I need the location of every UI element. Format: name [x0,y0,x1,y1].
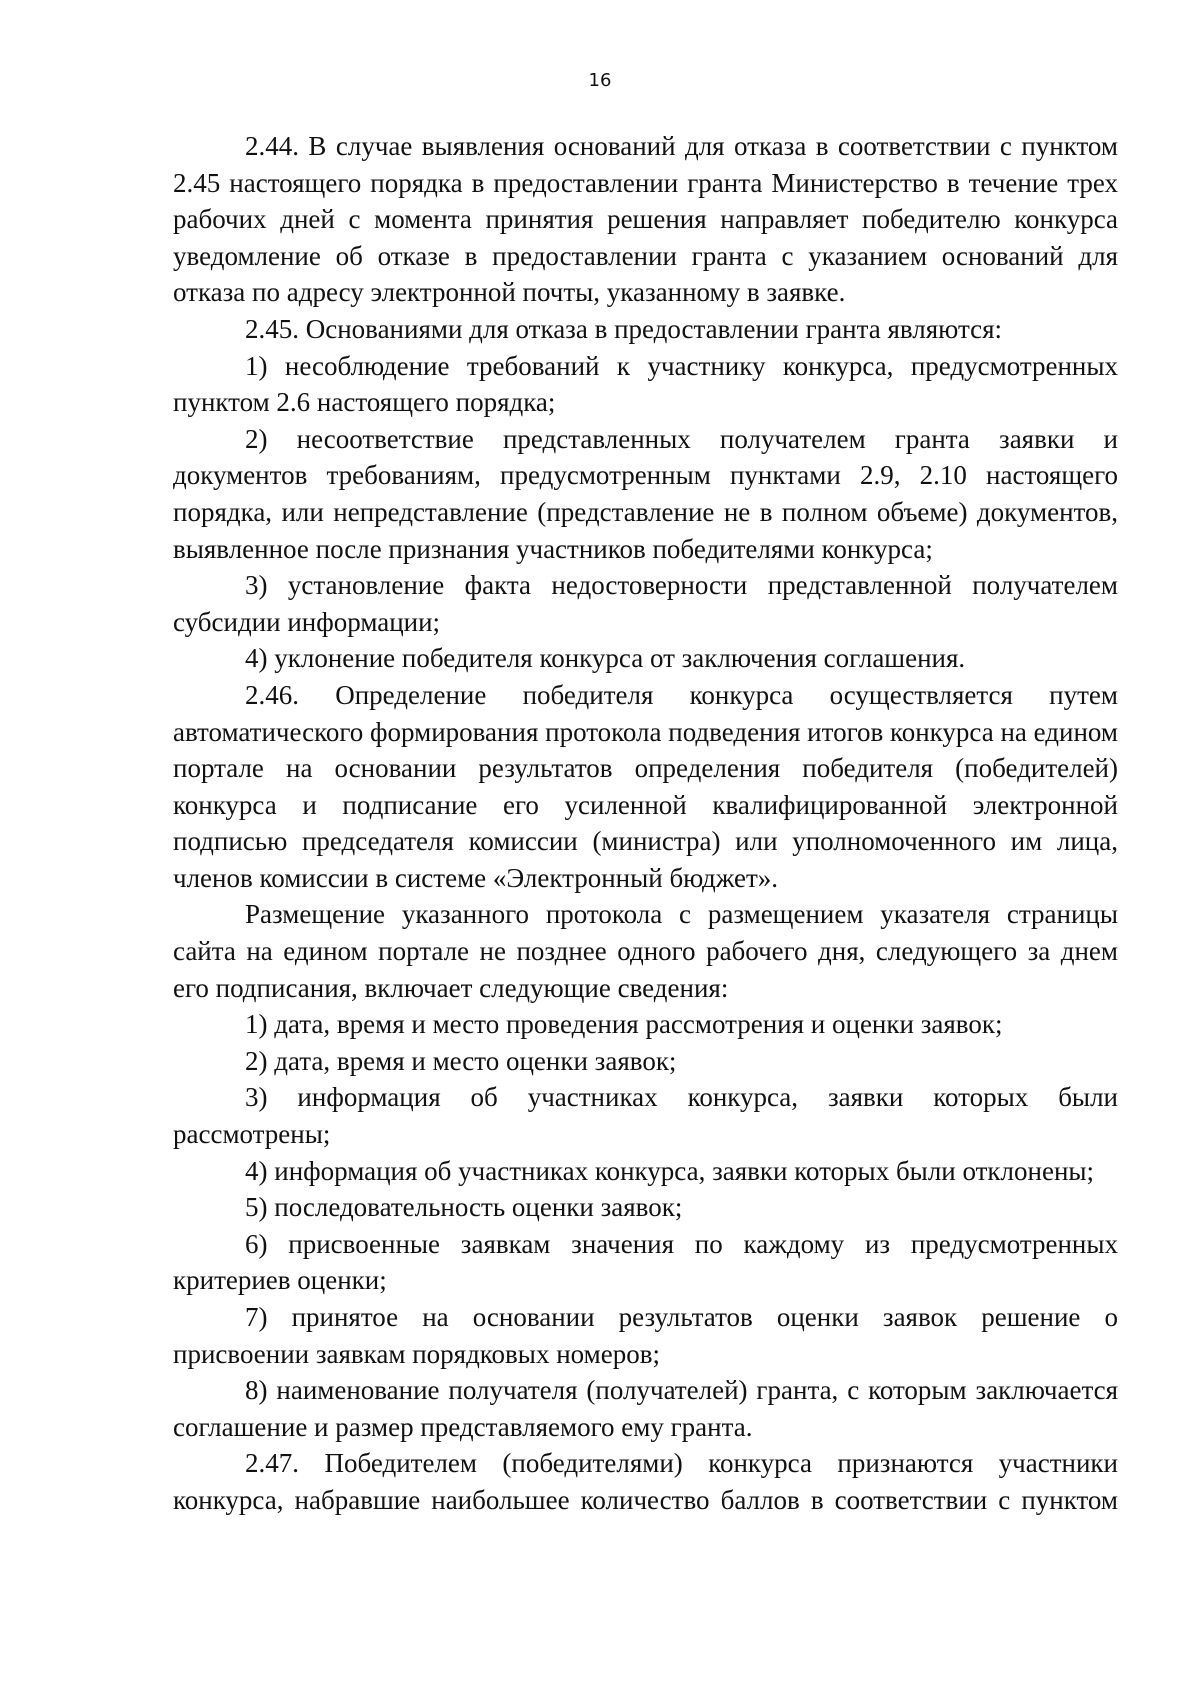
list-item-protocol-8: 8) наименование получателя (получателей) гранта, с которым заключается соглашение и размер представляемого ему гранта. [173,1375,1118,1442]
paragraph-2-47: 2.47. Победителем (победителями) конкурса признаются участники конкурса, набравшие наибольшее количество баллов в соответствии с пунктом [173,1448,1118,1515]
list-item-2-45-4: 4) уклонение победителя конкурса от заключения соглашения. [245,643,966,674]
list-item-protocol-7: 7) принятое на основании результатов оценки заявок решение о присвоении заявкам порядковых номеров; [173,1302,1118,1369]
paragraph-2-44: 2.44. В случае выявления оснований для отказа в соответствии с пунктом 2.45 настоящего порядка в предоставлении гранта Министерство в течение трех рабочих дней с момента принятия решения направляет победителю конкурса уведомление об отказе в предоставлении гранта с указанием оснований для отказа по адресу электронной почты, указанному в заявке. [173,131,1118,308]
list-item-protocol-1: 1) дата, время и место проведения рассмотрения и оценки заявок; [245,1009,1003,1040]
list-item-2-45-3: 3) установление факта недостоверности представленной получателем субсидии информации; [173,570,1118,637]
paragraph-2-45: 2.45. Основаниями для отказа в предоставлении гранта являются: [245,313,1003,344]
list-item-2-45-1: 1) несоблюдение требований к участнику конкурса, предусмотренных пунктом 2.6 настоящего порядка; [173,350,1118,418]
list-item-protocol-3: 3) информация об участниках конкурса, заявки которых были рассмотрены; [173,1082,1118,1150]
paragraph-2-46: 2.46. Определение победителя конкурса осуществляется путем автоматического формирования протокола подведения итогов конкурса на едином портале на основании результатов определения победителя (победителей) конкурса и подписание его усиленной квалифицированной электронной подписью председателя комиссии (министра) или уполномоченного им лица, членов комиссии в системе «Электронный бюджет». [173,679,1118,893]
list-item-protocol-6: 6) присвоенные заявкам значения по каждому из предусмотренных критериев оценки; [173,1228,1118,1296]
page-number: 16 [588,70,612,91]
document-body [173,128,1118,1519]
paragraph-protocol-placement: Размещение указанного протокола с размещением указателя страницы сайта на едином портале не позднее одного рабочего дня, следующего за днем его подписания, включает следующие сведения: [173,899,1118,1003]
list-item-2-45-2: 2) несоответствие представленных получателем гранта заявки и документов требованиям, предусмотренным пунктами 2.9, 2.10 настоящего порядка, или непредставление (представление не в полном объеме) документов, выявленное после признания участников победителями конкурса; [173,423,1118,564]
list-item-protocol-4: 4) информация об участниках конкурса, заявки которых были отклонены; [245,1155,1095,1186]
list-item-protocol-2: 2) дата, время и место оценки заявок; [245,1045,677,1076]
list-item-protocol-5: 5) последовательность оценки заявок; [245,1192,683,1223]
